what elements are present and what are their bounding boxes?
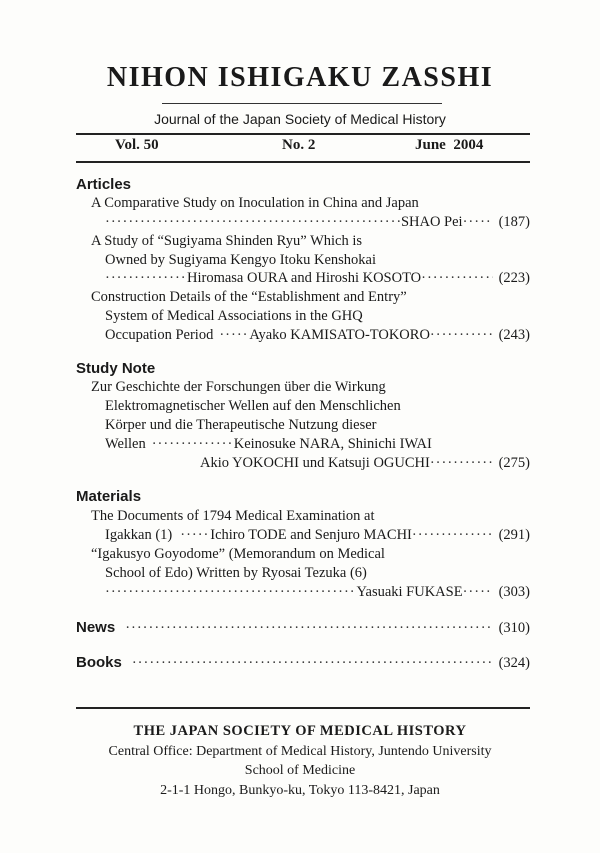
section-heading-articles: Articles xyxy=(76,176,132,193)
footer-office-line: Central Office: Department of Medical History, Juntendo University xyxy=(108,744,492,759)
toc-title-line: Zur Geschichte der Forschungen über die Wirkung xyxy=(91,379,386,395)
toc-entry-news[interactable] xyxy=(76,619,530,637)
dot-leader xyxy=(463,213,493,231)
toc-author: Ichiro TODE and Senjuro MACHI xyxy=(210,527,412,543)
toc-title-line: Elektromagnetischer Wellen auf den Menschlichen xyxy=(105,398,401,414)
section-heading-news: News xyxy=(76,619,116,636)
toc-entry-row[interactable] xyxy=(105,326,530,344)
toc-title-line: Owned by Sugiyama Kengyo Itoku Kenshokai xyxy=(105,252,377,268)
toc-title-line: School of Edo) Written by Ryosai Tezuka (6) xyxy=(105,565,367,581)
toc-title-line: Körper und die Therapeutische Nutzung dieser xyxy=(105,417,377,433)
issue-date: June 2004 xyxy=(415,137,484,153)
issue-top-rule xyxy=(76,133,530,135)
toc-page-number: (243) xyxy=(498,327,530,343)
toc-title-line: System of Medical Associations in the GHQ xyxy=(105,308,363,324)
dot-leader xyxy=(421,269,492,287)
toc-title-line: “Igakusyo Goyodome” (Memorandum on Medical xyxy=(91,546,385,562)
toc-author: SHAO Pei xyxy=(400,214,463,230)
dot-leader xyxy=(125,619,492,637)
issue-number: No. 2 xyxy=(282,137,316,153)
issue-volume: Vol. 50 xyxy=(115,137,159,153)
dot-leader xyxy=(132,654,493,672)
toc-title-line: A Study of “Sugiyama Shinden Ryu” Which is xyxy=(91,233,363,249)
section-heading-materials: Materials xyxy=(76,488,142,505)
footer-rule xyxy=(76,707,530,709)
dot-leader xyxy=(180,526,210,544)
section-heading-study-note: Study Note xyxy=(76,360,156,377)
dot-leader xyxy=(463,583,493,601)
dot-leader xyxy=(152,435,234,453)
toc-author: Ayako KAMISATO-TOKORO xyxy=(249,327,430,343)
toc-entry-row[interactable] xyxy=(105,213,530,231)
footer-society-name: THE JAPAN SOCIETY OF MEDICAL HISTORY xyxy=(133,723,467,739)
section-heading-books: Books xyxy=(76,654,122,671)
dot-leader xyxy=(105,269,187,287)
issue-bottom-rule xyxy=(76,161,530,163)
toc-author: Hiromasa OURA and Hiroshi KOSOTO xyxy=(187,270,422,286)
dot-leader xyxy=(105,213,401,231)
toc-author: Akio YOKOCHI und Katsuji OGUCHI xyxy=(200,455,430,471)
toc-author: Keinosuke NARA, Shinichi IWAI xyxy=(233,436,432,452)
toc-page-number: (223) xyxy=(498,270,530,286)
toc-title-line: Igakkan (1) xyxy=(105,527,173,543)
dot-leader xyxy=(105,583,356,601)
toc-title-line: A Comparative Study on Inoculation in China and Japan xyxy=(91,195,419,211)
toc-entry-row[interactable] xyxy=(105,435,505,453)
toc-title-line: Construction Details of the “Establishment and Entry” xyxy=(91,289,407,305)
footer-address: 2-1-1 Hongo, Bunkyo-ku, Tokyo 113-8421, Japan xyxy=(160,783,440,798)
toc-page-number: (310) xyxy=(498,620,530,636)
toc-page-number: (275) xyxy=(498,455,530,471)
toc-entry-books[interactable] xyxy=(76,654,530,672)
title-rule xyxy=(162,103,442,104)
journal-subtitle: Journal of the Japan Society of Medical History xyxy=(154,111,446,127)
toc-title-line: The Documents of 1794 Medical Examination at xyxy=(91,508,375,524)
dot-leader xyxy=(219,326,249,344)
toc-title-line: Wellen xyxy=(105,436,146,452)
toc-entry-row[interactable] xyxy=(200,454,530,472)
toc-page-number: (291) xyxy=(498,527,530,543)
dot-leader xyxy=(412,526,493,544)
toc-author: Yasuaki FUKASE xyxy=(356,584,463,600)
footer-office-line: School of Medicine xyxy=(244,763,356,778)
dot-leader xyxy=(430,326,493,344)
toc-title-line: Occupation Period xyxy=(105,327,214,343)
toc-entry-row[interactable] xyxy=(105,526,530,544)
toc-page-number: (324) xyxy=(498,655,530,671)
toc-page-number: (303) xyxy=(498,584,530,600)
toc-entry-row[interactable] xyxy=(105,269,530,287)
toc-page-number: (187) xyxy=(498,214,530,230)
toc-entry-row[interactable] xyxy=(105,583,530,601)
journal-title: NIHON ISHIGAKU ZASSHI xyxy=(106,62,494,93)
dot-leader xyxy=(430,454,493,472)
